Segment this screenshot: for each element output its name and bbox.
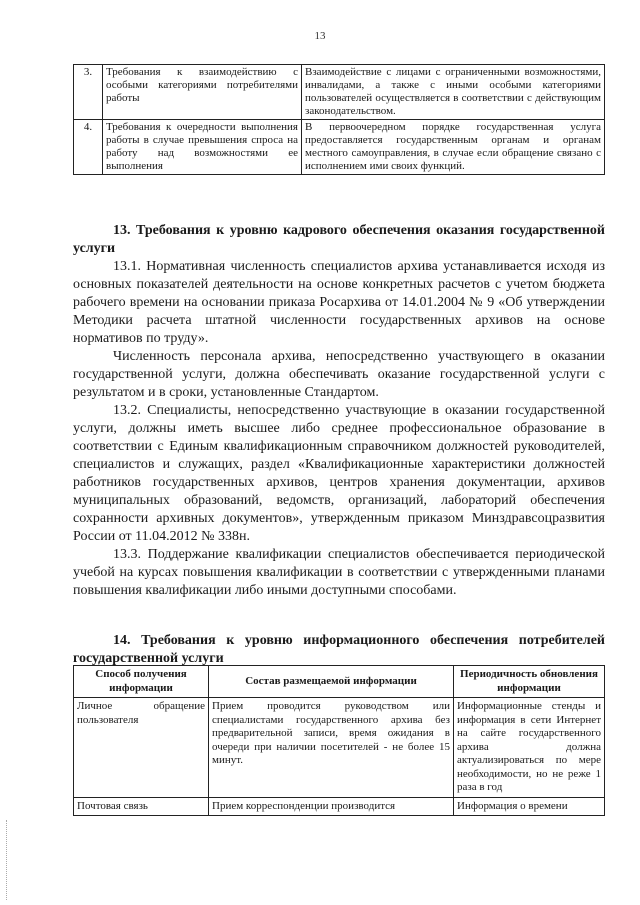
section-13-heading: 13. Требования к уровню кадрового обеспечения оказания государственной услуги <box>73 223 605 256</box>
paragraph-13-2: 13.2. Специалисты, непосредственно участвующие в оказании государственной услуги, должны иметь высшее либо среднее профессиональное образование в соответствии с Единым квалификационным справочником должностей руководителей, специалистов и служащих, раздел «Квалификационные характеристики должностей работников государственных архивов, центров хранения документации, архивов муниципальных образований, ведомств, организаций, лабораторий обеспечения сохранности архивных документов», утвержденным приказом Минздравсоцразвития России от 11.04.2012 № 338н. <box>73 403 605 544</box>
table-row <box>74 797 605 816</box>
info-method: Личное обращение пользователя <box>74 698 209 798</box>
paragraph-13-1: 13.1. Нормативная численность специалистов архива устанавливается исходя из основных показателей деятельности на основе конкретных расчетов с учетом бюджета рабочего времени на основании приказа Росархива от 14.01.2004 № 9 «Об утверждении Методики расчета штатной численности государственных архивов на основе нормативов по труду». <box>73 259 605 346</box>
page-number: 13 <box>314 30 326 42</box>
row-number: 4. <box>74 120 103 175</box>
info-content: Прием проводится руководством или специалистами государственного архива без предварительной записи, время ожидания в очереди при наличии посетителей - не более 15 минут. <box>209 698 454 798</box>
section-14-heading: 14. Требования к уровню информационного обеспечения потребителей государственной услуги <box>73 633 605 666</box>
paragraph-13-3: 13.3. Поддержание квалификации специалистов обеспечивается периодической учебой на курсах повышения квалификации в соответствии с утвержденными планами повышения квалификации либо иными доступными способами. <box>73 547 605 598</box>
info-content: Прием корреспонденции производится <box>209 797 454 816</box>
info-method: Почтовая связь <box>74 797 209 816</box>
table-row <box>74 120 605 175</box>
requirement-text: В первоочередном порядке государственная услуга предоставляется государственным органам и органам местного самоуправления, в случае если обращение связано с исполнением ими своих функций. <box>302 120 605 175</box>
row-number: 3. <box>74 65 103 120</box>
requirement-title: Требования к очередности выполнения работы в случае превышения спроса на работу над возможностями ее выполнения <box>103 120 302 175</box>
information-table <box>73 665 605 816</box>
table-row <box>74 698 605 798</box>
requirement-text: Взаимодействие с лицами с ограниченными возможностями, инвалидами, а также с иными особыми категориями пользователей осуществляется в соответствии с действующим законодательством. <box>302 65 605 120</box>
table-header-row <box>74 666 605 698</box>
column-header: Способ получения информации <box>74 666 209 698</box>
requirement-title: Требования к взаимодействию с особыми категориями потребителями работы <box>103 65 302 120</box>
column-header: Состав размещаемой информации <box>209 666 454 698</box>
scan-edge-mark <box>6 820 9 900</box>
info-period: Информационные стенды и информация в сети Интернет на сайте государственного архива должна актуализироваться по мере необходимости, но не реже 1 раза в год <box>454 698 605 798</box>
requirements-table <box>73 64 605 175</box>
column-header: Периодичность обновления информации <box>454 666 605 698</box>
paragraph-13-1-b: Численность персонала архива, непосредственно участвующего в оказании государственной услуги, должна обеспечивать оказание государственной услуги с результатом и в сроки, установленные Стандартом. <box>73 349 605 400</box>
table-row <box>74 65 605 120</box>
info-period: Информация о времени <box>454 797 605 816</box>
